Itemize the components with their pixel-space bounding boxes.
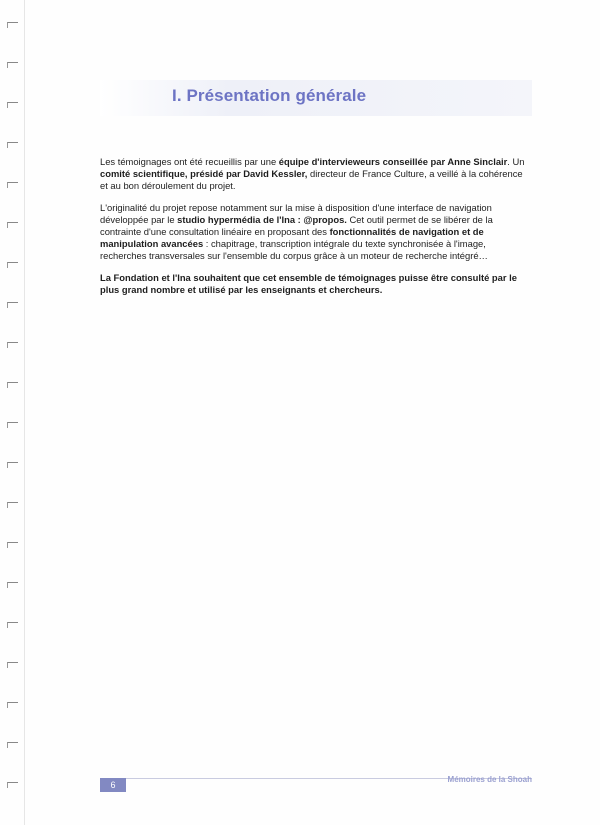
binding-hole-mark bbox=[7, 582, 18, 588]
binding-margin bbox=[0, 0, 25, 825]
footer-label: Mémoires de la Shoah bbox=[447, 775, 532, 784]
body-text bbox=[100, 156, 532, 307]
binding-hole-mark bbox=[7, 182, 18, 188]
binding-hole-mark bbox=[7, 782, 18, 788]
text-run: L'originalité du projet repose notamment sur la mise à disposition d'une interface de navigation développée par le bbox=[100, 202, 492, 226]
text-run: Les témoignages ont été recueillis par une bbox=[100, 156, 279, 167]
binding-hole-mark bbox=[7, 102, 18, 108]
bold-run: studio hypermédia de l'Ina : @propos. bbox=[177, 214, 347, 226]
binding-hole-mark bbox=[7, 662, 18, 668]
paragraph-closing: La Fondation et l'Ina souhaitent que cet ensemble de témoignages puisse être consulté par le plus grand nombre et utilisé par les enseignants et chercheurs. bbox=[100, 272, 517, 296]
binding-hole-mark bbox=[7, 702, 18, 708]
page-number: 6 bbox=[100, 778, 126, 792]
page-title: I. Présentation générale bbox=[172, 86, 367, 105]
text-run: . Un bbox=[507, 156, 525, 167]
binding-hole-mark bbox=[7, 142, 18, 148]
bold-run: comité scientifique, présidé par David Kessler, bbox=[100, 167, 308, 179]
binding-hole-mark bbox=[7, 462, 18, 468]
binding-hole-mark bbox=[7, 22, 18, 28]
paragraph-interviewers bbox=[100, 156, 532, 191]
binding-hole-mark bbox=[7, 342, 18, 348]
text-run: : chapitrage, transcription intégrale du texte synchronisée à l'image, recherches transversales sur l'ensemble du corpus grâce à un moteur de recherche intégré… bbox=[100, 237, 488, 261]
binding-hole-mark bbox=[7, 622, 18, 628]
binding-hole-mark bbox=[7, 62, 18, 68]
bold-run: fonctionnalités de navigation et de manipulation avancées bbox=[100, 225, 484, 249]
text-run: Cet outil permet de se libérer de la contrainte d'une consultation linéaire en proposant des bbox=[100, 214, 493, 237]
binding-hole-mark bbox=[7, 222, 18, 228]
binding-hole-mark bbox=[7, 262, 18, 268]
bold-run: équipe d'intervieweurs conseillée par Anne Sinclair bbox=[278, 156, 508, 167]
binding-hole-mark bbox=[7, 502, 18, 508]
text-run: directeur de France Culture, a veillé à la cohérence et au bon déroulement du projet. bbox=[100, 167, 523, 191]
paragraph-originality bbox=[100, 202, 532, 261]
binding-hole-mark bbox=[7, 742, 18, 748]
binding-hole-mark bbox=[7, 542, 18, 548]
binding-hole-mark bbox=[7, 302, 18, 308]
binding-hole-mark bbox=[7, 422, 18, 428]
binding-hole-mark bbox=[7, 382, 18, 388]
